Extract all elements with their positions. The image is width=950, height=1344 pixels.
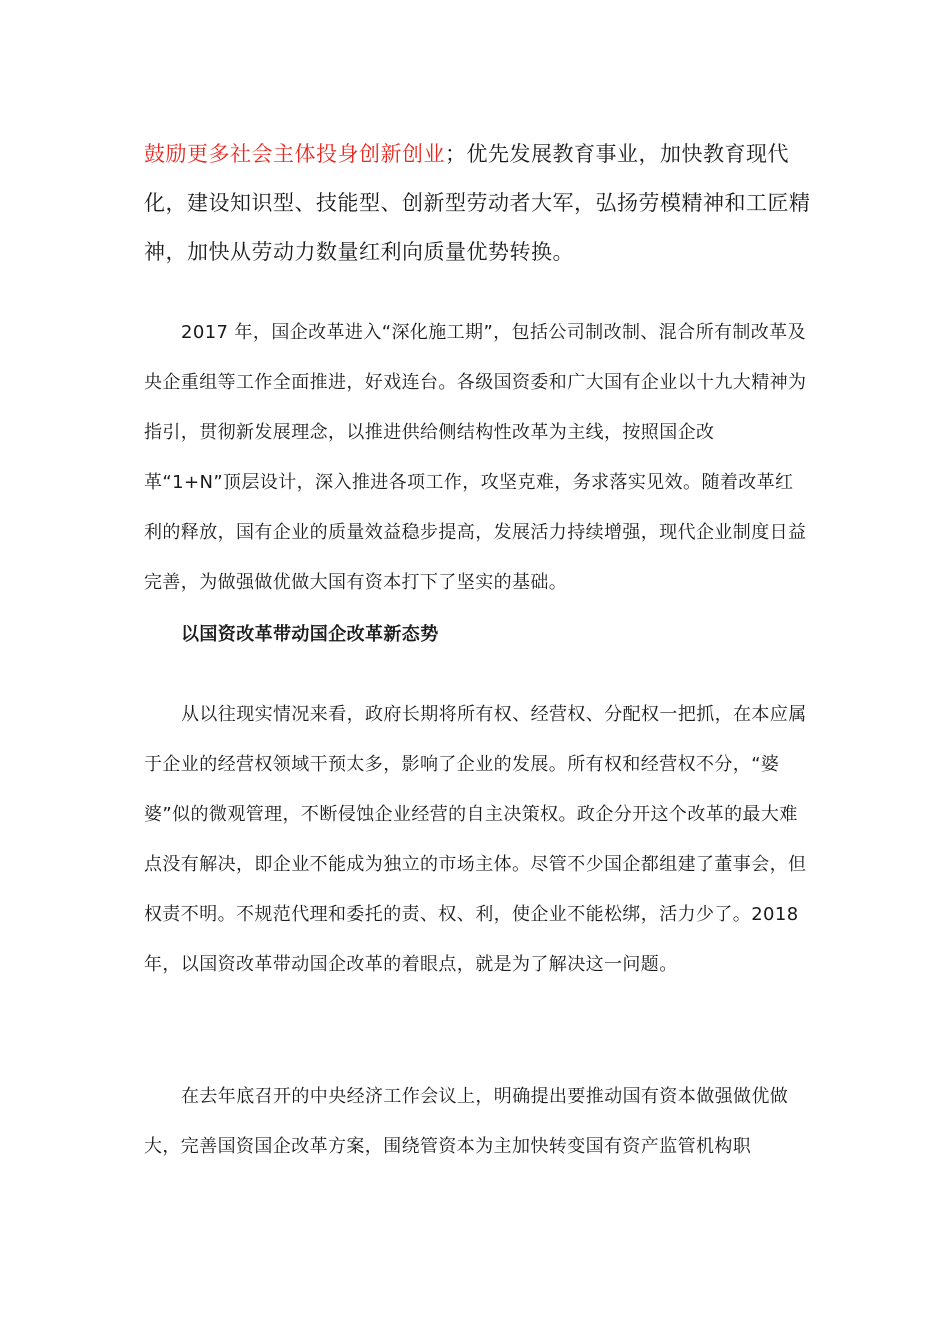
- paragraph-2017-reform: 2017 年，国企改革进入“深化施工期”，包括公司制改制、混合所有制改革及央企重组等工作全面推进，好戏连台。各级国资委和广大国有企业以十九大精神为指引，贯彻新发展理念，以推进供给侧结构性改革为主线，按照国企改革“1+N”顶层设计，深入推进各项工作，攻坚克难，务求落实见效。随着改革红利的释放，国有企业的质量效益稳步提高，发展活力持续增强，现代企业制度日益完善，为做强做优做大国有资本打下了坚实的基础。: [144, 322, 807, 593]
- intro-paragraph: [144, 130, 816, 277]
- section-heading: 以国资改革带动国企改革新态势: [181, 624, 439, 645]
- highlighted-phrase: 鼓励更多社会主体投身创新创业: [144, 142, 445, 166]
- paragraph-government-management: 从以往现实情况来看，政府长期将所有权、经营权、分配权一把抓，在本应属于企业的经营权领域干预太多，影响了企业的发展。所有权和经营权不分，“婆婆”似的微观管理，不断侵蚀企业经营的自主决策权。政企分开这个改革的最大难点没有解决，即企业不能成为独立的市场主体。尽管不少国企都组建了董事会，但权责不明。不规范代理和委托的责、权、利，使企业不能松绑，活力少了。2018 年，以国资改革带动国企改革的着眼点，就是为了解决这一问题。: [144, 704, 807, 975]
- intro-text: ；优先发展教育事业，加快教育现代化，建设知识型、技能型、创新型劳动者大军，弘扬劳模精神和工匠精神，加快从劳动力数量红利向质量优势转换。: [144, 142, 811, 264]
- paragraph-economic-conference: 在去年底召开的中央经济工作会议上，明确提出要推动国有资本做强做优做大，完善国资国企改革方案，围绕管资本为主加快转变国有资产监管机构职: [144, 1086, 789, 1157]
